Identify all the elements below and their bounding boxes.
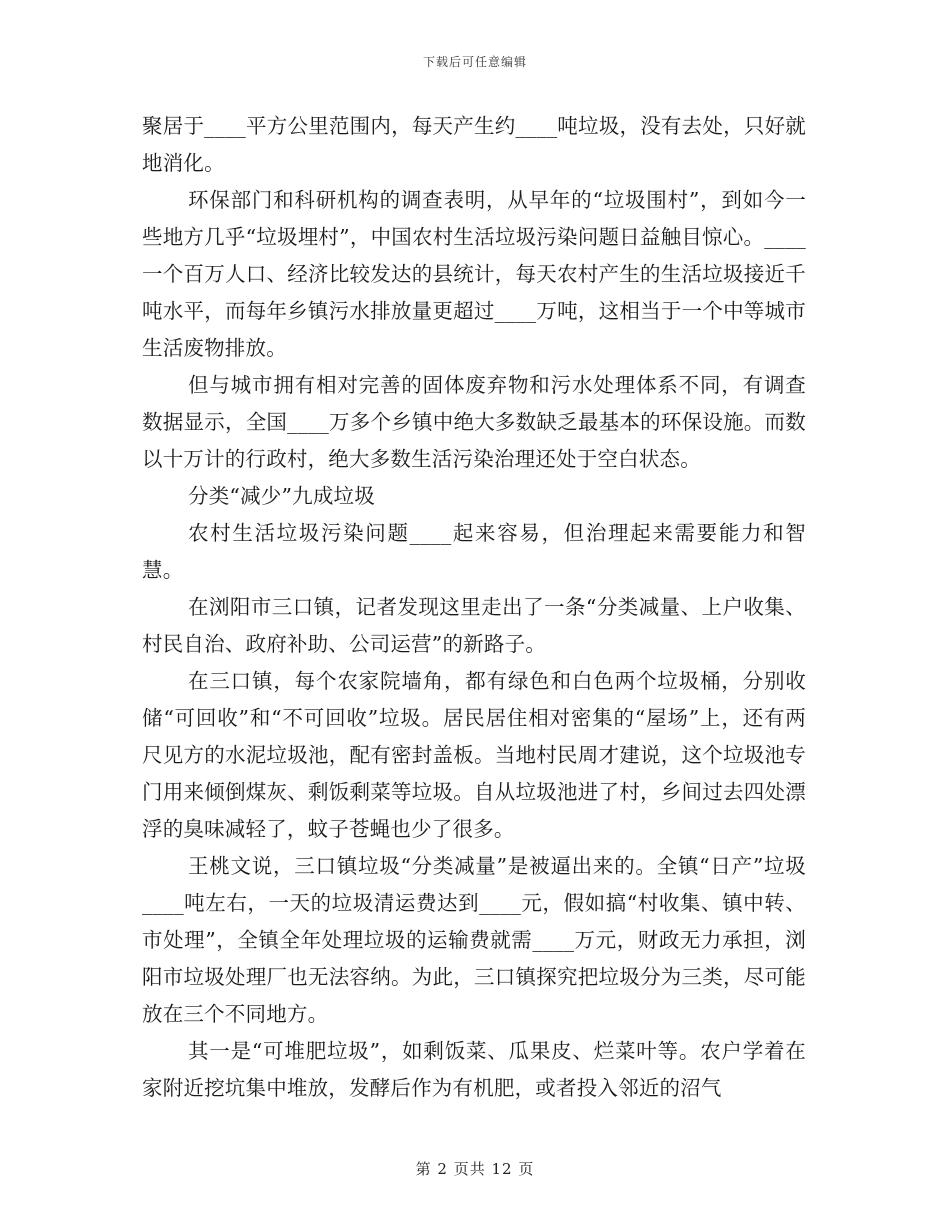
paragraph-7: 王桃文说，三口镇垃圾“分类减量”是被逼出来的。全镇“日产”垃圾____吨左右，一天的垃圾清运费达到____元，假如搞“村收集、镇中转、市处理”，全镇全年处理垃圾的运输费就需____万元，财政无力承担，浏阳市垃圾处理厂也无法容纳。为此，三口镇探究把垃圾分为三类，尽可能放在三个不同地方。: [142, 854, 806, 1026]
section-heading: 分类“减少”九成垃圾: [188, 484, 375, 508]
page-number-footer: 第 2 页共 12 页: [415, 1160, 535, 1178]
paragraph-8: 其一是“可堆肥垃圾”，如剩饭菜、瓜果皮、烂菜叶等。农户学着在家附近挖坑集中堆放，发酵后作为有机肥，或者投入邻近的沼气: [142, 1039, 806, 1100]
document-body: [142, 108, 806, 1107]
paragraph-6: 在三口镇，每个农家院墙角，都有绿色和白色两个垃圾桶，分别收储“可回收”和“不可回收”垃圾。居民居住相对密集的“屋场”上，还有两尺见方的水泥垃圾池，配有密封盖板。当地村民周才建说，这个垃圾池专门用来倾倒煤灰、剩饭剩菜等垃圾。自从垃圾池进了村，乡间过去四处漂浮的臭味减轻了，蚊子苍蝇也少了很多。: [142, 669, 806, 841]
paragraph-4: 农村生活垃圾污染问题____起来容易，但治理起来需要能力和智慧。: [142, 521, 806, 582]
paragraph-2: 环保部门和科研机构的调查表明，从早年的“垃圾围村”，到如今一些地方几乎“垃圾埋村”，中国农村生活垃圾污染问题日益触目惊心。____一个百万人口、经济比较发达的县统计，每天农村产生的生活垃圾接近千吨水平，而每年乡镇污水排放量更超过____万吨，这相当于一个中等城市生活废物排放。: [142, 188, 806, 360]
paragraph-1: 聚居于____平方公里范围内，每天产生约____吨垃圾，没有去处，只好就地消化。: [142, 114, 806, 175]
paragraph-5: 在浏阳市三口镇，记者发现这里走出了一条“分类减量、上户收集、村民自治、政府补助、公司运营”的新路子。: [142, 595, 806, 656]
paragraph-3: 但与城市拥有相对完善的固体废弃物和污水处理体系不同，有调查数据显示，全国____万多个乡镇中绝大多数缺乏最基本的环保设施。而数以十万计的行政村，绝大多数生活污染治理还处于空白状态。: [142, 373, 806, 471]
page-header-note: 下载后可任意编辑: [422, 55, 527, 69]
